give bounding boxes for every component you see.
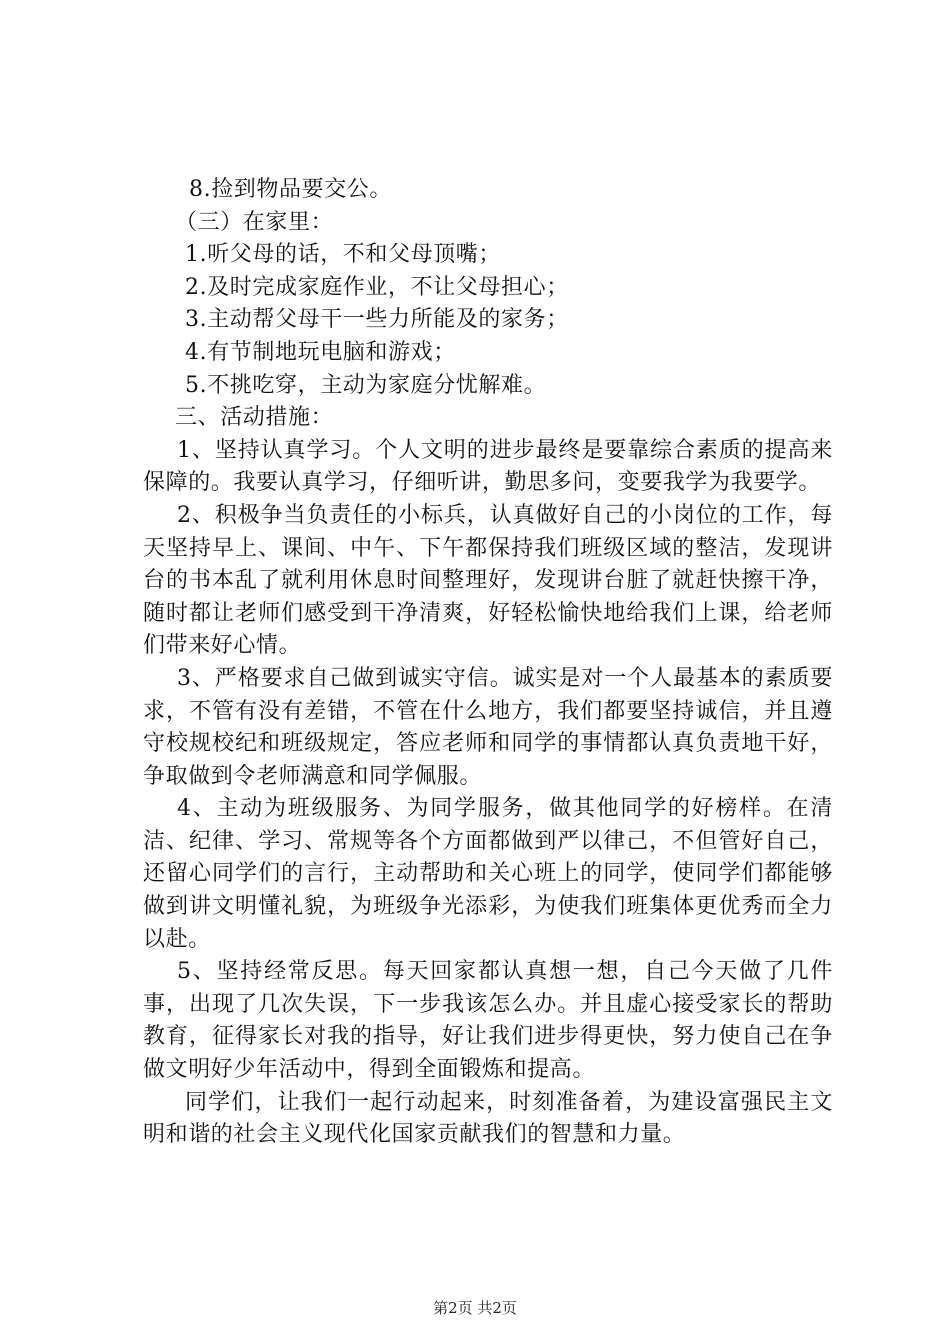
document-body xyxy=(143,174,833,1152)
measure-paragraph-4: 4、主动为班级服务、为同学服务，做其他同学的好榜样。在清洁、纪律、学习、常规等各个方面都做到严以律己，不但管好自己，还留心同学们的言行，主动帮助和关心班上的同学，使同学们都能够做到讲文明懂礼貌，为班级争光添彩，为使我们班集体更优秀而全力以赴。 xyxy=(143,796,833,952)
section-heading-at-home: （三）在家里： xyxy=(175,209,334,235)
measure-paragraph-1: 1、坚持认真学习。个人文明的进步最终是要靠综合素质的提高来保障的。我要认真学习，仔细听讲，勤思多问，变要我学为我要学。 xyxy=(143,437,833,496)
home-item-1: 1.听父母的话，不和父母顶嘴； xyxy=(185,242,501,268)
measure-paragraph-2: 2、积极争当负责任的小标兵，认真做好自己的小岗位的工作，每天坚持早上、课间、中午、下午都保持我们班级区域的整洁，发现讲台的书本乱了就利用休息时间整理好，发现讲台脏了就赶快擦干净，随时都让老师们感受到干净清爽，好轻松愉快地给我们上课，给老师们带来好心情。 xyxy=(143,502,833,659)
home-item-5: 5.不挑吃穿，主动为家庭分忧解难。 xyxy=(185,372,547,398)
home-item-3: 3.主动帮父母干一些力所能及的家务； xyxy=(185,307,569,333)
home-item-4: 4.有节制地玩电脑和游戏； xyxy=(185,339,456,365)
page-number-footer: 第2页 共2页 xyxy=(433,1299,517,1317)
measure-paragraph-5: 5、坚持经常反思。每天回家都认真想一想，自己今天做了几件事，出现了几次失误，下一步我该怎么办。并且虚心接受家长的帮助教育，征得家长对我的指导，好让我们进步得更快，努力使自己在争做文明好少年活动中，得到全面锻炼和提高。 xyxy=(143,959,833,1083)
section-heading-measures: 三、活动措施： xyxy=(175,405,334,431)
measure-paragraph-3: 3、严格要求自己做到诚实守信。诚实是对一个人最基本的素质要求，不管有没有差错，不管在什么地方，我们都要坚持诚信，并且遵守校规校纪和班级规定，答应老师和同学的事情都认真负责地干好，争取做到令老师满意和同学佩服。 xyxy=(143,665,833,789)
closing-paragraph: 同学们，让我们一起行动起来，时刻准备着，为建设富强民主文明和谐的社会主义现代化国家贡献我们的智慧和力量。 xyxy=(143,1089,833,1148)
home-item-2: 2.及时完成家庭作业，不让父母担心； xyxy=(185,274,569,300)
rule-item-8: 8.捡到物品要交公。 xyxy=(189,177,392,202)
